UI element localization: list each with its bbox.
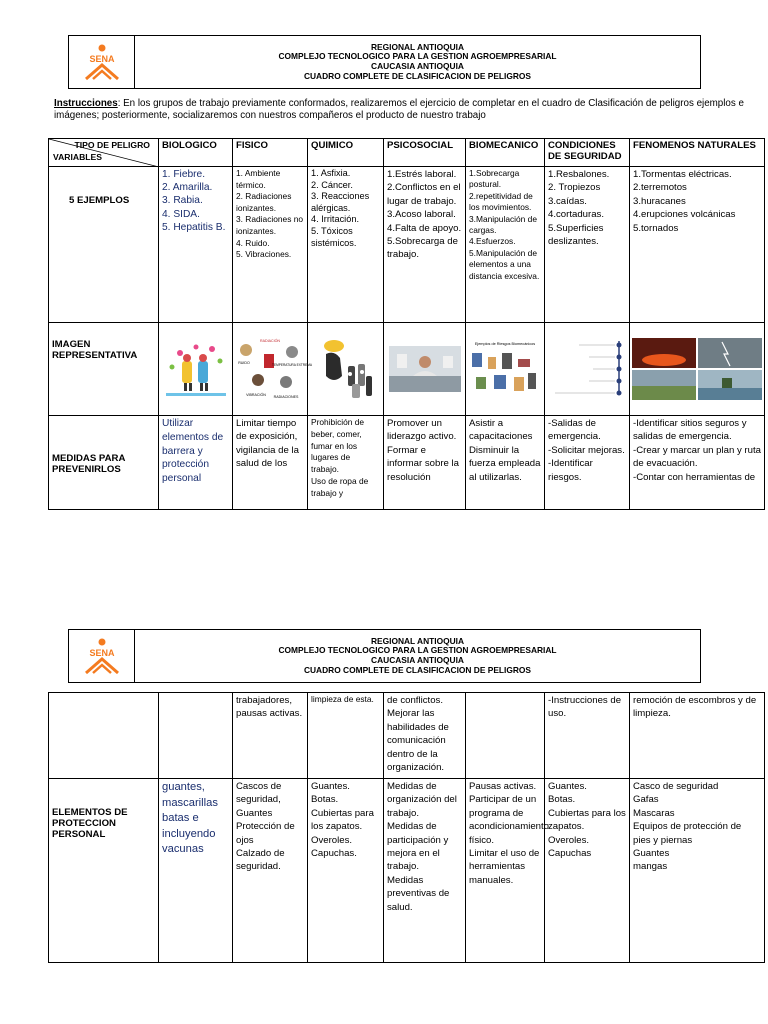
- header-line-1: REGIONAL ANTIOQUIA: [370, 41, 465, 52]
- continuation-quimico: limpieza de esta.: [308, 693, 384, 779]
- examples-psicosocial: 1.Estrés laboral. 2.Conflictos en el lugar de trabajo. 3.Acoso laboral. 4.Falta de apoyo. 5.Sobrecarga de trabajo.: [384, 167, 466, 323]
- examples-condiciones: 1.Resbalones. 2. Tropiezos 3.caídas. 4.cortaduras. 5.Superficies deslizantes.: [545, 167, 630, 323]
- hazard-table-1: [48, 138, 765, 510]
- instructions-label: Instrucciones: [54, 98, 118, 109]
- epp-fisico: Cascos de seguridad, Guantes Protección de ojos Calzado de seguridad.: [233, 779, 308, 963]
- image-biologico: [159, 323, 233, 416]
- header-line-3: CAUCASIA ANTIOQUIA: [371, 655, 464, 665]
- header-line-3: CAUCASIA ANTIOQUIA: [371, 61, 464, 71]
- corner-top-label: TIPO DE PELIGRO: [74, 140, 150, 150]
- header-line-4: CUADRO COMPLETE DE CLASIFICACION DE PELIGROS: [303, 664, 532, 675]
- measures-quimico: Prohibición de beber, comer, fumar en los lugares de trabajo. Uso de ropa de trabajo y: [308, 416, 384, 510]
- examples-fenomenos: 1.Tormentas eléctricas. 2.terremotos 3.huracanes 4.erupciones volcánicas 5.tornados: [630, 167, 765, 323]
- sena-logo: [69, 630, 135, 682]
- row-continuation: [49, 693, 765, 779]
- continuation-biomecanico: [466, 693, 545, 779]
- document-header-page-2: [68, 629, 701, 683]
- row-measures: [49, 416, 765, 510]
- natural-phenomena-image: [632, 338, 762, 400]
- physical-hazards-image: [234, 336, 312, 402]
- table-header-row: [49, 139, 765, 167]
- epp-quimico: Guantes. Botas. Cubiertas para los zapatos. Overoles. Capuchas.: [308, 779, 384, 963]
- tag-ruido: RUIDO: [238, 361, 250, 365]
- epp-biomecanico: Pausas activas. Participar de un programa de acondicionamiento físico. Limitar el uso de herramientas manuales.: [466, 779, 545, 963]
- header-line-4: CUADRO COMPLETE DE CLASIFICACION DE PELIGROS: [303, 70, 532, 81]
- stressed-worker-image: [389, 346, 461, 392]
- biomecanico-caption: Ejemplos de Riesgos Biomecánicos: [474, 342, 536, 346]
- sena-logo-text: SENA: [88, 648, 115, 658]
- row-epp-label: ELEMENTOS DE PROTECCION PERSONAL: [49, 779, 159, 963]
- epp-fenomenos: Casco de seguridad Gafas Mascaras Equipos de protección de pies y piernas Guantes mangas: [630, 779, 765, 963]
- hazard-table-2: [48, 692, 765, 963]
- row-measures-label: MEDIDAS PARA PREVENIRLOS: [49, 416, 159, 510]
- measures-biologico: Utilizar elementos de barrera y protección personal: [159, 416, 233, 510]
- tag-temperatura: TEMPERATURA EXTREMA: [272, 363, 312, 367]
- col-biologico: BIOLOGICO: [159, 139, 233, 167]
- row-examples-label: 5 EJEMPLOS: [49, 167, 159, 323]
- tag-radiacion: RADIACIÓN: [260, 339, 280, 343]
- safety-conditions-image: [549, 337, 625, 401]
- image-fisico: [233, 323, 312, 416]
- col-quimico: QUIMICO: [308, 139, 384, 167]
- row-examples: [49, 167, 765, 323]
- col-condiciones: CONDICIONES DE SEGURIDAD: [545, 139, 630, 167]
- header-line-1: REGIONAL ANTIOQUIA: [370, 635, 465, 646]
- header-line-2: COMPLEJO TECNOLOGICO PARA LA GESTION AGROEMPRESARIAL: [278, 645, 557, 656]
- tag-vibracion: VIBRACIÓN: [246, 393, 266, 397]
- continuation-psicosocial: de conflictos. Mejorar las habilidades de comunicación dentro de la organización.: [384, 693, 466, 779]
- col-biomecanico: BIOMECANICO: [466, 139, 545, 167]
- measures-biomecanico: Asistir a capacitaciones Disminuir la fuerza empleada al utilizarlas.: [466, 416, 545, 510]
- tag-radiaciones: RADIACIONES: [273, 395, 299, 399]
- continuation-fisico: trabajadores, pausas activas.: [233, 693, 308, 779]
- continuation-fenomenos: remoción de escombros y de limpieza.: [630, 693, 765, 779]
- measures-fenomenos: -Identificar sitios seguros y salidas de emergencia. -Crear y marcar un plan y ruta de evacuación. -Contar con herramientas de: [630, 416, 765, 510]
- epp-biologico: guantes, mascarillas batas e incluyendo vacunas: [159, 779, 233, 963]
- image-biomecanico: [466, 323, 545, 416]
- header-line-2: COMPLEJO TECNOLOGICO PARA LA GESTION AGROEMPRESARIAL: [278, 51, 557, 62]
- measures-psicosocial: Promover un liderazgo activo. Formar e informar sobre la resolución: [384, 416, 466, 510]
- col-fisico: FISICO: [233, 139, 308, 167]
- corner-bottom-label: VARIABLES: [53, 152, 103, 162]
- examples-quimico: 1. Asfixia. 2. Cáncer. 3. Reacciones alérgicas. 4. Irritación. 5. Tóxicos sistémicos.: [308, 167, 384, 323]
- measures-condiciones: -Salidas de emergencia. -Solicitar mejoras. -Identificar riesgos.: [545, 416, 630, 510]
- row-epp: [49, 779, 765, 963]
- continuation-label: [49, 693, 159, 779]
- document-header: [68, 35, 701, 89]
- row-image: [49, 323, 765, 416]
- row-image-label: IMAGEN REPRESENTATIVA: [49, 323, 159, 416]
- examples-biomecanico: 1.Sobrecarga postural. 2.repetitividad de los movimientos. 3.Manipulación de cargas. 4.Esfuerzos. 5.Manipulación de elementos a una distancia excesiva.: [466, 167, 545, 323]
- col-psicosocial: PSICOSOCIAL: [384, 139, 466, 167]
- continuation-condiciones: -Instrucciones de uso.: [545, 693, 630, 779]
- continuation-biologico: [159, 693, 233, 779]
- epp-condiciones: Guantes. Botas. Cubiertas para los zapatos. Overoles. Capuchas: [545, 779, 630, 963]
- chemical-hazard-image: [316, 336, 376, 402]
- col-fenomenos: FENOMENOS NATURALES: [630, 139, 765, 167]
- epp-psicosocial: Medidas de organización del trabajo. Medidas de participación y mejora en el trabajo. Medidas preventivas de salud.: [384, 779, 466, 963]
- sena-logo: [69, 36, 135, 88]
- biohazard-workers-image: [160, 339, 232, 399]
- image-fenomenos: [630, 323, 765, 416]
- sena-logo-text: SENA: [88, 54, 115, 64]
- image-quimico: [308, 323, 384, 416]
- instructions: [54, 98, 744, 122]
- image-condiciones: [545, 323, 630, 416]
- examples-biologico: 1. Fiebre. 2. Amarilla. 3. Rabia. 4. SIDA. 5. Hepatitis B.: [159, 167, 233, 323]
- measures-fisico: Limitar tiempo de exposición, vigilancia de la salud de los: [233, 416, 308, 510]
- biomechanical-risks-image: [468, 339, 542, 399]
- corner-cell: [49, 139, 159, 167]
- examples-fisico: 1. Ambiente térmico. 2. Radiaciones ionizantes. 3. Radiaciones no ionizantes. 4. Ruido. 5. Vibraciones.: [233, 167, 308, 323]
- image-psicosocial: [384, 323, 466, 416]
- instructions-text: : En los grupos de trabajo previamente conformados, realizaremos el ejercicio de completar en el cuadro de Clasificación de peligros ejemplos e imágenes; posteriormente, socializaremos con nuestros compañeros el producto de nuestro trabajo: [54, 98, 744, 121]
